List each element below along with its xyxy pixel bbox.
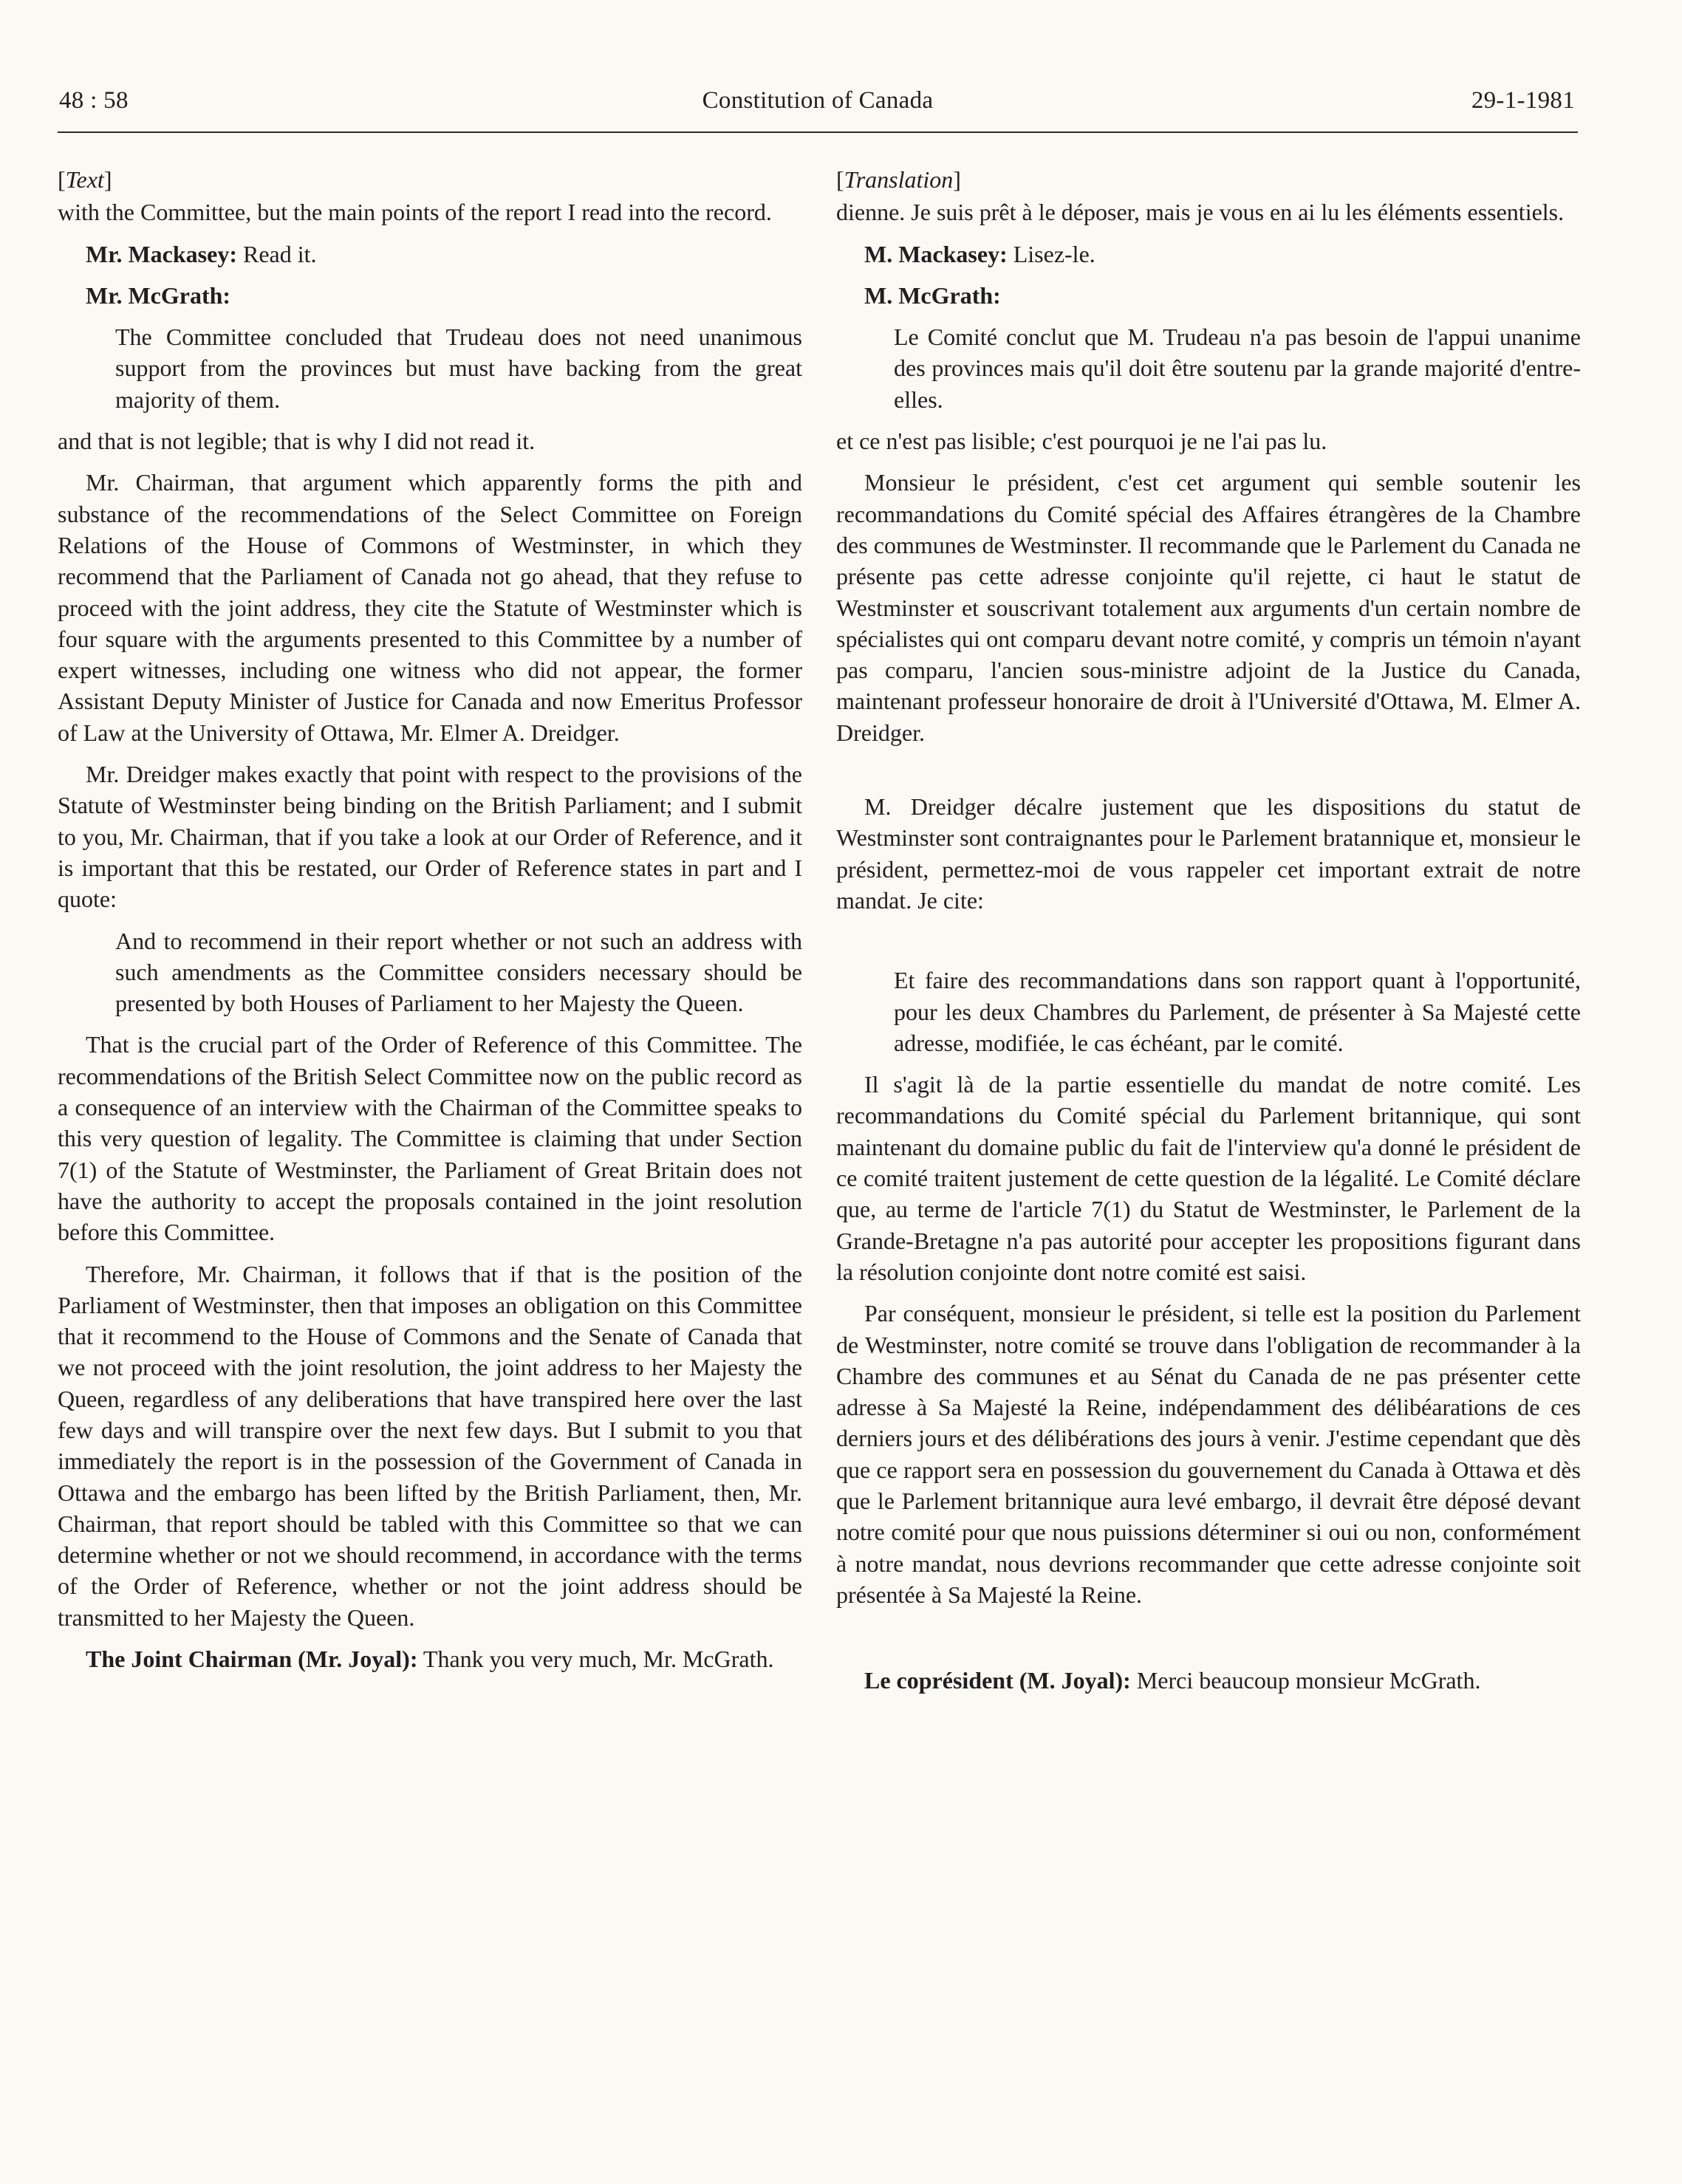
french-column (836, 164, 1581, 1696)
paragraph: That is the crucial part of the Order of Reference of this Committee. The recommendations of the British Select Committee now on the public record as a consequence of an interview with the Chairman of the Committee speaks to this very question of legality. The Committee is claiming that under Section 7(1) of the Statute of Westminster, the Parliament of Great Britain does not have the authority to accept the proposals contained in the joint resolution before this Committee. (58, 1031, 802, 1246)
paragraph: Mr. Chairman, that argument which apparently forms the pith and substance of the recommendations of the Select Committee on Foreign Relations of the House of Commons of Westminster, in which they recommend that the Parliament of Canada not go ahead, that they refuse to proceed with the joint address, they cite the Statute of Westminster which is four square with the arguments presented to this Committee by a number of expert witnesses, including one witness who did not appear, the former Assistant Deputy Minister of Justice for Canada and now Emeritus Professor of Law at the University of Ottawa, Mr. Elmer A. Dreidger. (58, 469, 802, 746)
block-quote: And to recommend in their report whether or not such an address with such amendments as the Committee considers necessary should be presented by both Houses of Parliament to her Majesty the Queen. (115, 927, 802, 1017)
block-quote: Et faire des recommandations dans son rapport quant à l'opportunité, pour les deux Chambres du Parlement, de présenter à Sa Majesté cette adresse, modifiée, le cas échéant, par le comité. (894, 967, 1581, 1056)
page-header (58, 87, 1578, 133)
paragraph: Therefore, Mr. Chairman, it follows that if that is the position of the Parliament of Westminster, then that imposes an obligation on this Committee that it recommend to the House of Commons and the Senate of Canada that we not proceed with the joint resolution, the joint address to her Majesty the Queen, regardless of any deliberations that have transpired here over the last few days and will transpire over the next few days. But I submit to you that immediately the report is in the possession of the Government of Canada in Ottawa and the embargo has been lifted by the British Parliament, then, Mr. Chairman, that report should be tabled with this Committee so that we can determine whether or not we should recommend, in accordance with the terms of the Order of Reference, whether or not the joint address should be transmitted to her Majesty the Queen. (58, 1260, 802, 1631)
speaker-name: Le coprésident (M. Joyal): (864, 1667, 1131, 1694)
speech-text: Merci beaucoup monsieur McGrath. (1130, 1667, 1481, 1694)
speaker-name: Mr. McGrath: (86, 281, 231, 309)
speaker-line (836, 1665, 1581, 1696)
paragraph: dienne. Je suis prêt à le déposer, mais je vous en ai lu les éléments essentiels. (836, 199, 1565, 226)
speech-text: Thank you very much, Mr. McGrath. (417, 1646, 774, 1673)
block-quote: The Committee concluded that Trudeau does not need unanimous support from the provinces but must have backing from the great majority of them. (115, 324, 802, 413)
paragraph: Il s'agit là de la partie essentielle du mandat de notre comité. Les recommandations du Comité spécial du Parlement britannique, qui sont maintenant du domaine public du fait de l'interview qu'a donné le président de ce comité traitent justement de cette question de la légalité. Le Comité déclare que, au terme de l'article 7(1) du Statut de Westminster, le Parlement de la Grande-Bretagne n'a pas autorité pour accepter les propositions figurant dans la résolution conjointe dont notre comité est saisi. (836, 1071, 1581, 1285)
paragraph: M. Dreidger décalre justement que les dispositions du statut de Westminster sont contraignantes pour le Parlement bratannique et, monsieur le président, permettez-moi de vous rappeler cet important extrait de notre mandat. Je cite: (836, 793, 1581, 914)
block-quote: Le Comité conclut que M. Trudeau n'a pas besoin de l'appui unanime des provinces mais qu'il doit être soutenu par la grande majorité d'entre-elles. (894, 324, 1581, 413)
speaker-line (58, 239, 802, 270)
paragraph: with the Committee, but the main points of the report I read into the record. (58, 199, 772, 226)
speaker-line (58, 1643, 802, 1674)
speaker-name: Mr. Mackasey: (86, 240, 237, 267)
speaker-line (58, 280, 802, 311)
running-title: Constitution of Canada (702, 87, 934, 114)
paragraph: et ce n'est pas lisible; c'est pourquoi je ne l'ai pas lu. (836, 428, 1327, 455)
speaker-name: M. Mackasey: (864, 240, 1008, 267)
speaker-name: The Joint Chairman (Mr. Joyal): (86, 1646, 418, 1673)
paragraph: Monsieur le président, c'est cet argument qui semble soutenir les recommandations du Comité spécial des Affaires étrangères de la Chambre des communes de Westminster. Il recommande que le Parlement du Canada ne présente pas cette adresse conjointe qu'il rejette, ci haut le statut de Westminster et souscrivant totalement aux arguments d'un certain nombre de spécialistes qui ont comparu devant notre comité, y compris un témoin n'ayant pas comparu, l'ancien sous-ministre adjoint de la Justice du Canada, maintenant professeur honoraire de droit à l'Université d'Ottawa, M. Elmer A. Dreidger. (836, 469, 1581, 746)
page-number: 48 : 58 (59, 87, 129, 114)
speaker-line (836, 280, 1581, 311)
speech-text: Read it. (236, 240, 317, 267)
speaker-line (836, 239, 1581, 270)
header-date: 29-1-1981 (1471, 87, 1575, 114)
translation-tag: [ Translation ] (836, 164, 1581, 195)
text-tag: [ Text ] (58, 164, 802, 195)
english-column (58, 164, 802, 1674)
speaker-name: M. McGrath: (864, 281, 1001, 309)
paragraph: Par conséquent, monsieur le président, si telle est la position du Parlement de Westminster, notre comité se trouve dans l'obligation de recommander à la Chambre des communes et au Sénat du Canada de ne pas présenter cette adresse à Sa Majesté la Reine, indépendamment des délibéarations de ces derniers jours et des délibérations des jours à venir. J'estime cependant que dès que ce rapport sera en possession du gouvernement du Canada à Ottawa et dès que le Parlement britannique aura levé embargo, il devrait être déposé devant notre comité pour que nous puissions déterminer si oui ou non, conformément à notre mandat, nous devrions recommander que cette adresse conjointe soit présentée à Sa Majesté la Reine. (836, 1300, 1581, 1608)
paragraph: and that is not legible; that is why I did not read it. (58, 428, 536, 455)
speech-text: Lisez-le. (1007, 240, 1095, 267)
paragraph: Mr. Dreidger makes exactly that point with respect to the provisions of the Statute of Westminster being binding on the British Parliament; and I submit to you, Mr. Chairman, that if you take a look at our Order of Reference, and it is important that this be restated, our Order of Reference states in part and I quote: (58, 761, 802, 913)
